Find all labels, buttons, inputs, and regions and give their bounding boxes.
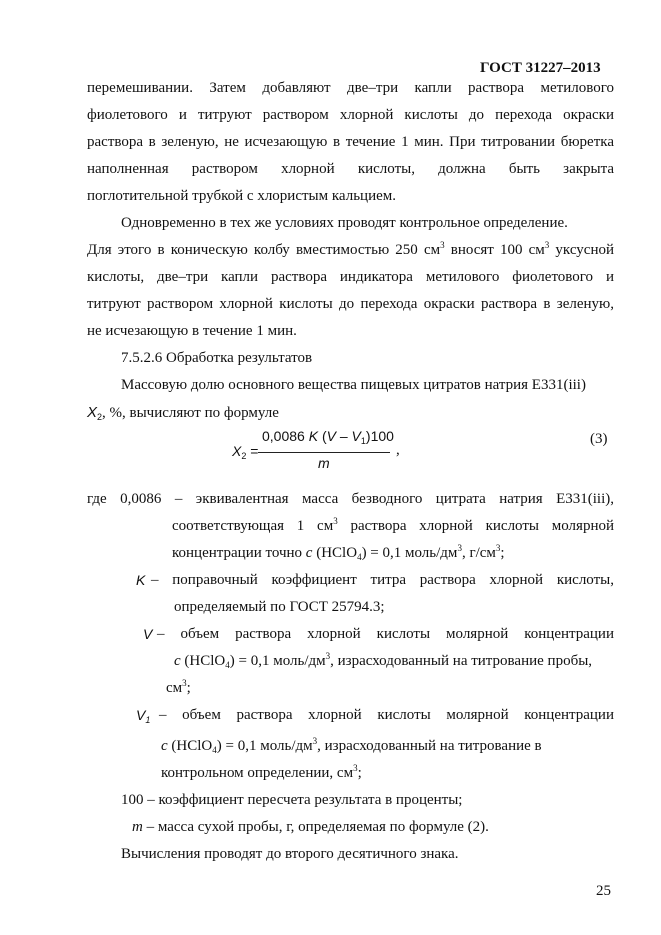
fraction-bar <box>258 452 390 453</box>
para3-line2: $X_2$, %, вычисляют по формуле <box>87 404 279 422</box>
para1-line5: поглотительной трубкой с хлористым кальцием. <box>87 188 396 204</box>
section-heading: 7.5.2.6 Обработка результатов <box>121 350 313 366</box>
para2-line2: Для этого в коническую колбу вместимостью 250 $см^3$ вносят 100 $см^3$ уксусной <box>87 240 614 258</box>
where-0086-line3: концентрации точно c (HClO$_4$) = 0,1 моль/$дм^3$, $г/см^3$; <box>172 543 505 562</box>
formula-numerator: 0,0086 K $(V - V_1)100$ <box>262 428 394 446</box>
formula-number: (3) <box>590 431 608 447</box>
page-number: 25 <box>596 883 611 899</box>
where-m-line: m – масса сухой пробы, г, определяемая по формуле (2). <box>132 819 489 835</box>
formula-denominator: m <box>318 455 330 471</box>
where-v1-line3: контрольном определении, $см^3$; <box>161 763 362 781</box>
where-k-line2: определяемый по ГОСТ 25794.3; <box>174 599 385 615</box>
where-v-line2: c (HClO$_4$) = 0,1 моль/$дм^3$, израсходованный на титрование пробы, <box>174 651 593 670</box>
where-v1-var: $V_1$ <box>136 707 151 725</box>
para2-line4: титруют раствором хлорной кислоты до перехода окраски раствора в зеленую, <box>87 296 614 312</box>
where-v-var: V <box>143 626 153 642</box>
where-0086-line1: где 0,0086 – эквивалентная масса безводного цитрата натрия Е331(iii), <box>87 491 614 507</box>
para1-line2: фиолетового и титруют раствором хлорной кислоты до перехода окраски <box>87 107 614 123</box>
para3-line1: Массовую долю основного вещества пищевых цитратов натрия Е331(iii) <box>121 377 586 393</box>
para1-line1: перемешивании. Затем добавляют две–три капли раствора метилового <box>87 80 614 96</box>
para1-line4: наполненная раствором хлорной кислоты, должна быть закрыта <box>87 161 614 177</box>
where-0086-line2: соответствующая 1 $см^3$ раствора хлорной кислоты молярной <box>172 516 614 534</box>
para1-line3: раствора в зеленую, не исчезающую в течение 1 мин. При титровании бюретка <box>87 134 614 150</box>
where-k-line1: – поправочный коэффициент титра раствора хлорной кислоты, <box>151 572 614 588</box>
where-v-line1: – объем раствора хлорной кислоты молярной концентрации <box>157 626 614 642</box>
para2-line1: Одновременно в тех же условиях проводят контрольное определение. <box>121 215 568 231</box>
formula-lhs: $X_2$ = <box>232 443 259 461</box>
document-id: ГОСТ 31227–2013 <box>480 60 601 76</box>
final-sentence: Вычисления проводят до второго десятичного знака. <box>121 846 459 862</box>
where-100-line: 100 – коэффициент пересчета результата в проценты; <box>121 792 463 808</box>
para2-line5: не исчезающую в течение 1 мин. <box>87 323 297 339</box>
para2-line3: кислоты, две–три капли раствора индикатора метилового фиолетового и <box>87 269 614 285</box>
where-v-line3: $см^3$; <box>166 678 191 696</box>
formula-comma: , <box>396 442 400 458</box>
where-v1-line2: c (HClO$_4$) = 0,1 моль/$дм^3$, израсходованный на титрование в <box>161 736 542 755</box>
where-v1-line1: – объем раствора хлорной кислоты молярной концентрации <box>159 707 614 723</box>
where-k-var: K <box>136 572 146 588</box>
